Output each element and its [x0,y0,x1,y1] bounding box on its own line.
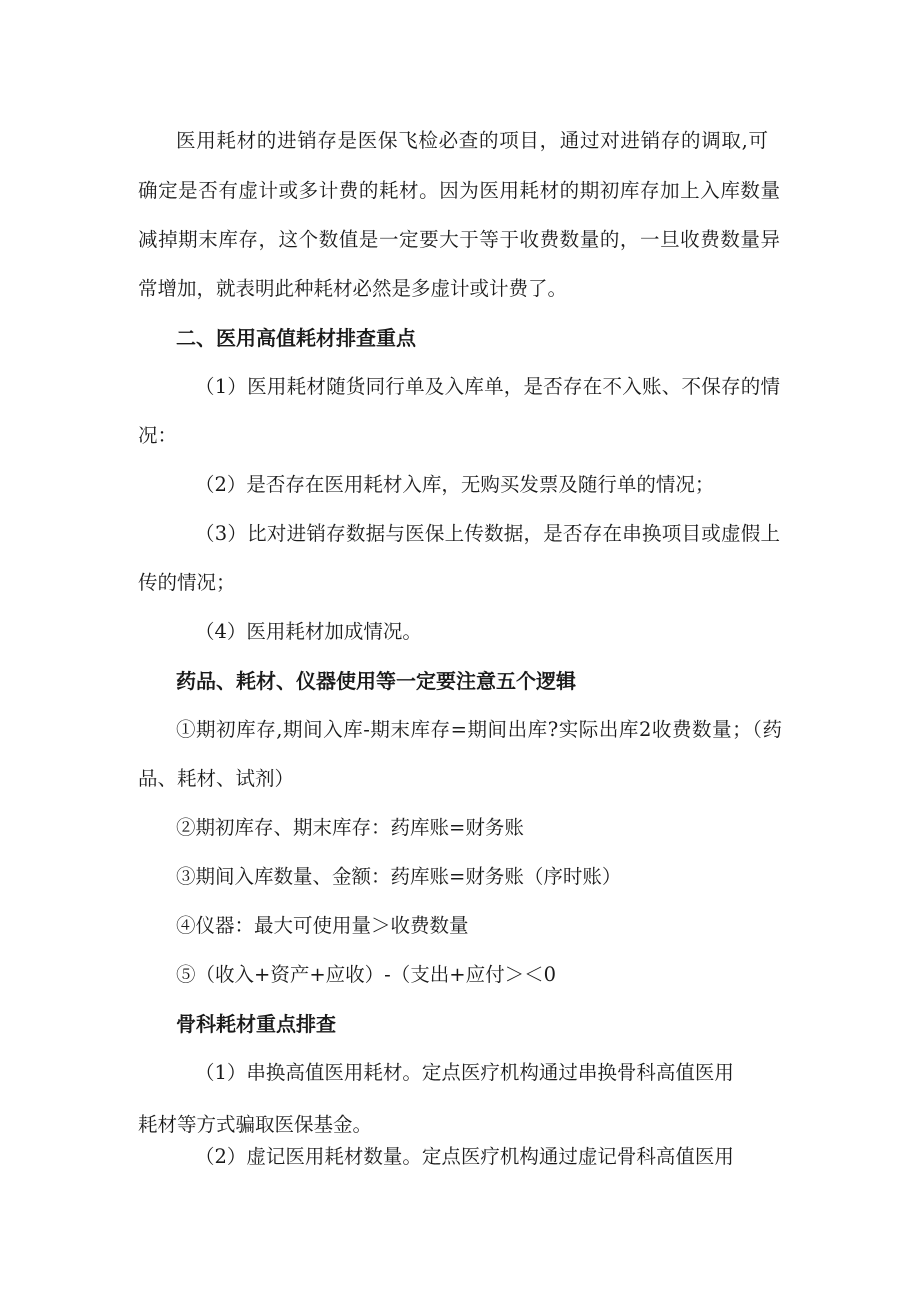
section-heading-4: 骨科耗材重点排查 [176,1012,336,1036]
item-4: （4）医用耗材加成情况。 [195,620,422,643]
section-heading-2: 二、医用高值耗材排查重点 [176,326,416,350]
logic-3: ③期间入库数量、金额：药库账=财务账（序时账） [176,865,622,888]
logic-4: ④仪器：最大可使用量＞收费数量 [176,914,469,937]
logic-1-line-1: ①期初库存,期间入库-期末库存=期间出库?实际出库2收费数量；（药 [176,718,782,741]
item-3-line-1: （3）比对进销存数据与医保上传数据，是否存在串换项目或虚假上 [195,522,780,545]
logic-1-line-2: 品、耗材、试剂） [138,767,295,790]
ortho-item-1-line-1: （1）串换高值医用耗材。定点医疗机构通过串换骨科高值医用 [195,1061,734,1084]
ortho-item-2-line-1: （2）虚记医用耗材数量。定点医疗机构通过虚记骨科高值医用 [195,1145,734,1168]
item-3-line-2: 传的情况； [138,571,236,594]
intro-line-3: 减掉期末库存，这个数值是一定要大于等于收费数量的，一旦收费数量异 [138,228,780,251]
ortho-item-1-line-2: 耗材等方式骗取医保基金。 [138,1113,373,1136]
section-heading-3: 药品、耗材、仪器使用等一定要注意五个逻辑 [176,669,576,693]
intro-line-4: 常增加，就表明此种耗材必然是多虚计或计费了。 [138,277,568,300]
intro-line-2: 确定是否有虚计或多计费的耗材。因为医用耗材的期初库存加上入库数量 [138,179,780,202]
intro-line-1: 医用耗材的进销存是医保飞检必查的项目，通过对进销存的调取,可 [176,129,768,152]
item-1-line-2: 况： [138,424,178,447]
item-1-line-1: （1）医用耗材随货同行单及入库单，是否存在不入账、不保存的情 [195,375,780,398]
item-2: （2）是否存在医用耗材入库，无购买发票及随行单的情况； [195,473,715,496]
logic-5: ⑤（收入+资产+应收）-（支出+应付＞＜0 [176,963,557,986]
logic-2: ②期初库存、期末库存：药库账=财务账 [176,816,524,839]
